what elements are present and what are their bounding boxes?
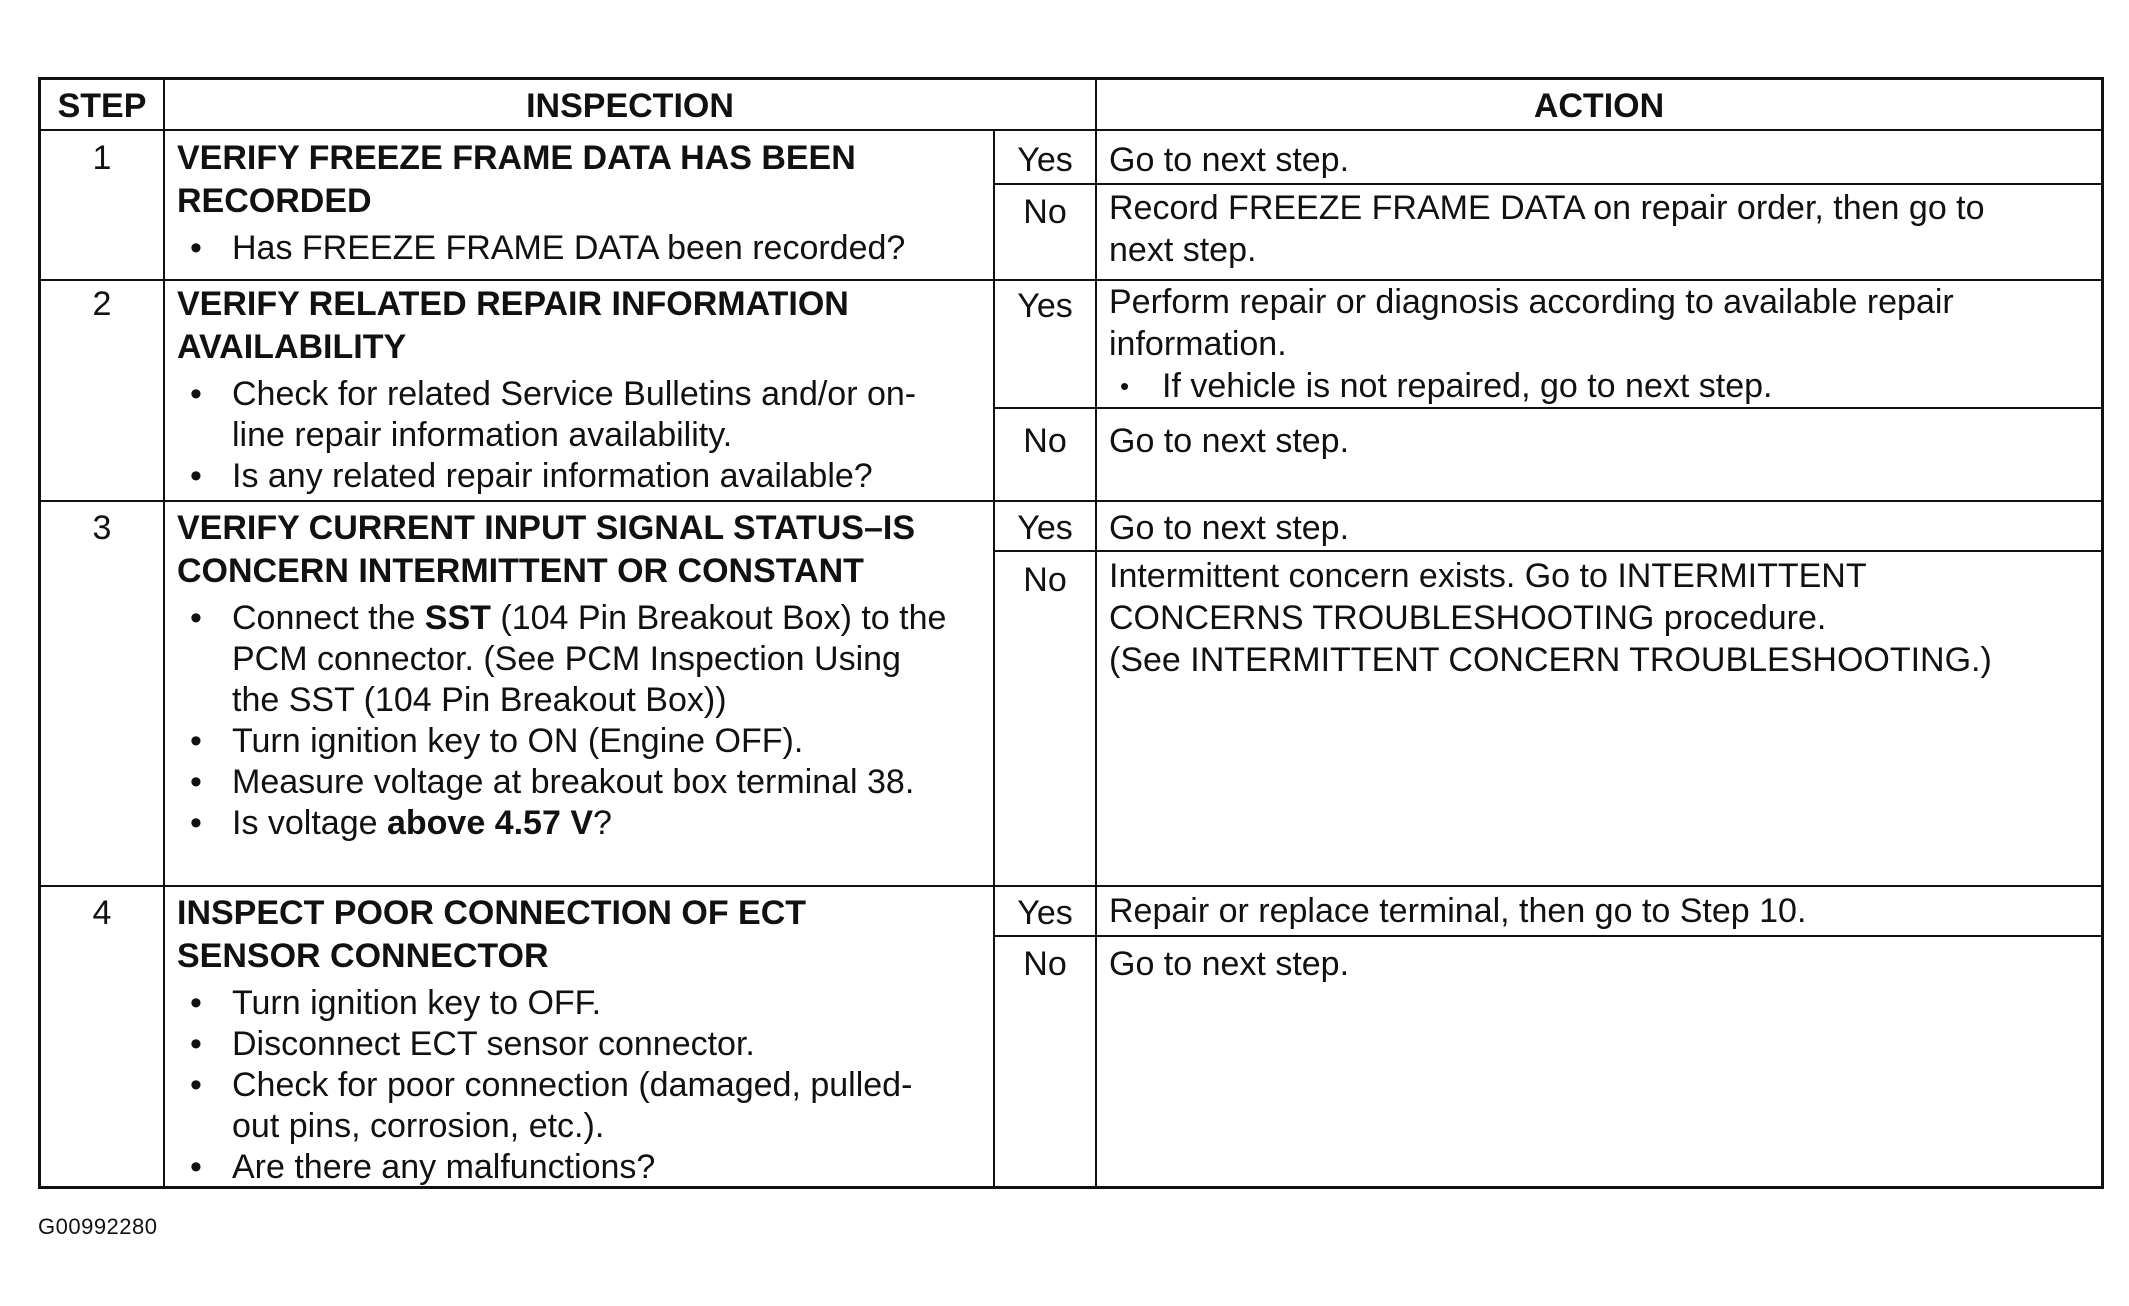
yes-no-divider [993, 407, 2104, 409]
column-divider [1095, 77, 1097, 1189]
yes-no-divider [993, 550, 2104, 552]
step-title: VERIFY RELATED REPAIR INFORMATION [177, 285, 849, 323]
step-number: 4 [92, 894, 112, 932]
inspection-bullet-cont: the SST (104 Pin Breakout Box)) [232, 681, 727, 719]
step-title: RECORDED [177, 182, 372, 220]
step-title: VERIFY CURRENT INPUT SIGNAL STATUS–IS [177, 509, 916, 547]
yes-no-divider [993, 183, 2104, 185]
inspection-bullet-cont: line repair information availability. [232, 416, 733, 454]
column-divider [163, 77, 165, 1189]
header-divider [38, 129, 2104, 131]
step-title: VERIFY FREEZE FRAME DATA HAS BEEN [177, 139, 856, 177]
no-action: next step. [1109, 231, 1257, 269]
no-action: CONCERNS TROUBLESHOOTING procedure. [1109, 599, 1827, 637]
step-number: 2 [92, 285, 112, 323]
step-number: 3 [92, 509, 112, 547]
header-action: ACTION [1533, 87, 1665, 125]
no-action: Go to next step. [1109, 422, 1350, 460]
step-title: SENSOR CONNECTOR [177, 937, 549, 975]
yes-label: Yes [1017, 141, 1073, 179]
yes-action: Repair or replace terminal, then go to Step 10. [1109, 892, 1807, 930]
no-label: No [1023, 561, 1067, 599]
no-action: Go to next step. [1109, 945, 1350, 983]
yes-action: Go to next step. [1109, 141, 1350, 179]
no-label: No [1023, 422, 1067, 460]
no-action: Intermittent concern exists. Go to INTERMITTENT [1109, 557, 1867, 595]
yes-no-divider [993, 935, 2104, 937]
no-label: No [1023, 193, 1067, 231]
row-divider [38, 500, 2104, 502]
yes-action: Perform repair or diagnosis according to available repair [1109, 283, 1954, 321]
yes-action: information. [1109, 325, 1287, 363]
inspection-bullet-cont: PCM connector. (See PCM Inspection Using [232, 640, 901, 678]
header-inspection: INSPECTION [526, 87, 734, 125]
step-title: INSPECT POOR CONNECTION OF ECT [177, 894, 807, 932]
step-title: CONCERN INTERMITTENT OR CONSTANT [177, 552, 864, 590]
figure-code: G00992280 [38, 1214, 158, 1239]
no-label: No [1023, 945, 1067, 983]
yes-action: Go to next step. [1109, 509, 1350, 547]
row-divider [38, 885, 2104, 887]
inspection-bullet-cont: out pins, corrosion, etc.). [232, 1107, 605, 1145]
yes-label: Yes [1017, 894, 1073, 932]
no-action: (See INTERMITTENT CONCERN TROUBLESHOOTING.) [1109, 641, 1992, 679]
yes-label: Yes [1017, 509, 1073, 547]
yes-label: Yes [1017, 287, 1073, 325]
step-number: 1 [92, 139, 112, 177]
step-title: AVAILABILITY [177, 328, 407, 366]
row-divider [38, 279, 2104, 281]
no-action: Record FREEZE FRAME DATA on repair order, then go to [1109, 189, 1985, 227]
header-step: STEP [57, 87, 147, 125]
